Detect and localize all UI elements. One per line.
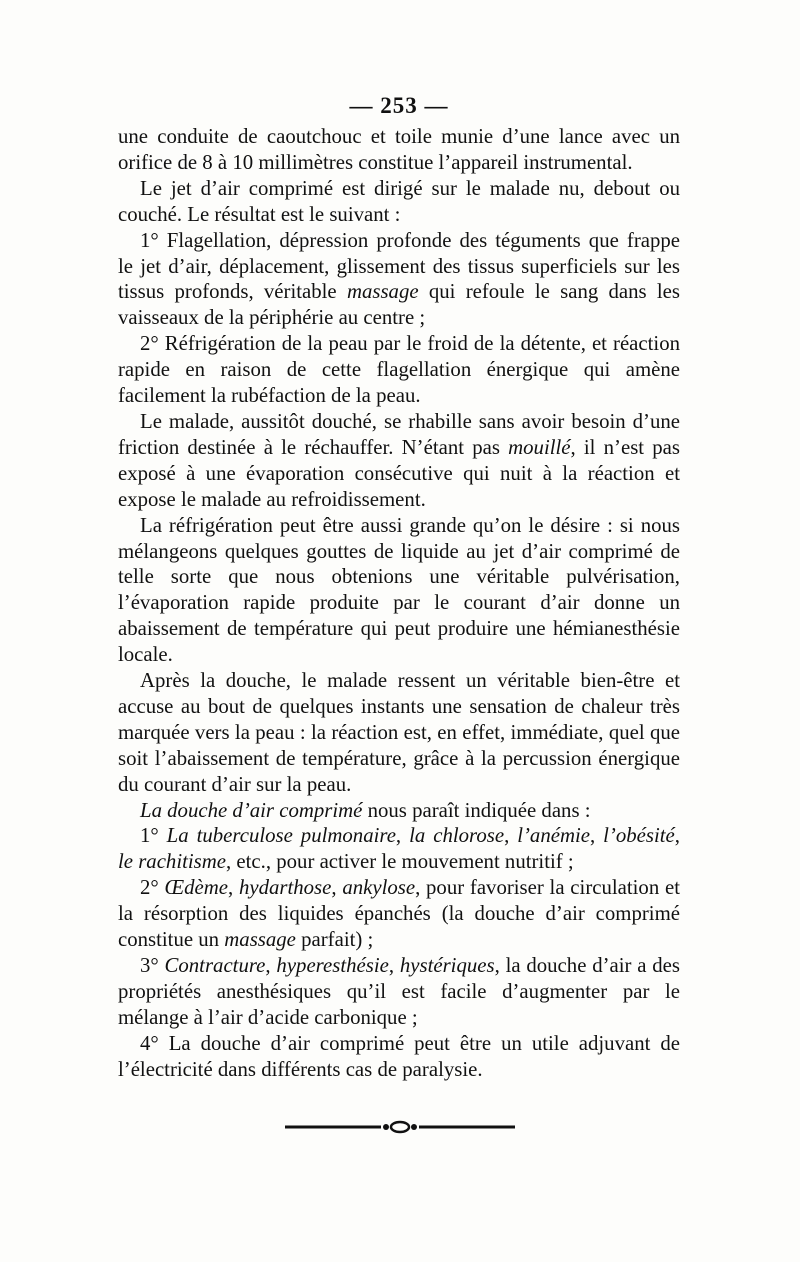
paragraph-p1 bbox=[118, 124, 680, 176]
italic-text: ankylose bbox=[342, 876, 416, 900]
italic-text: massage bbox=[224, 928, 296, 952]
text-segment: , bbox=[504, 824, 518, 848]
paragraph-p6 bbox=[118, 513, 680, 668]
ornamental-rule bbox=[285, 1120, 515, 1134]
text-segment: Le jet d’air comprimé est dirigé sur le malade nu, debout ou couché. Le résultat est le suivant : bbox=[118, 176, 680, 226]
paragraph-p11 bbox=[118, 953, 680, 1031]
italic-text: hystériques bbox=[399, 954, 495, 977]
paragraph-p10 bbox=[118, 875, 680, 953]
italic-text: La tuberculose pulmonaire bbox=[166, 824, 396, 848]
italic-text: La douche d’air comprimé bbox=[140, 798, 363, 822]
text-segment: , etc., pour activer le mouvement nutritif ; bbox=[226, 850, 574, 874]
text-segment: parfait) ; bbox=[295, 928, 374, 952]
body-text bbox=[118, 124, 680, 1083]
page-number: — 253 — bbox=[349, 93, 449, 118]
paragraph-p4 bbox=[118, 331, 680, 409]
paragraph-p9 bbox=[118, 823, 680, 875]
text-segment: , bbox=[331, 876, 343, 900]
text-segment: , bbox=[388, 954, 400, 977]
text-segment: 2° bbox=[140, 876, 165, 900]
text-segment: qui refoule le sang dans les vaisseaux de la périphérie au centre ; bbox=[118, 280, 681, 330]
paragraph-p5 bbox=[118, 409, 680, 513]
text-segment: 4° La douche d’air comprimé peut être un utile adjuvant de l’électricité dans différents cas de paralysie. bbox=[118, 1031, 680, 1081]
text-segment: Le malade, aussitôt douché, se rhabille sans avoir besoin d’une friction destinée à le réchauffer. N’étant pas bbox=[118, 409, 680, 459]
italic-text: massage bbox=[346, 280, 419, 304]
text-segment: une conduite de caoutchouc et toile munie d’une lance avec un orifice de 8 à 10 millimètres constitue l’appareil instrumental. bbox=[118, 125, 680, 174]
italic-text: Œdème bbox=[164, 876, 228, 900]
text-segment: 2° Réfrigération de la peau par le froid de la détente, et réaction rapide en raison de cette flagellation énergique qui amène facilement la rubéfaction de la peau. bbox=[118, 332, 680, 408]
text-segment: , bbox=[674, 824, 680, 848]
italic-text: l’anémie bbox=[517, 824, 590, 848]
paragraph-p12 bbox=[118, 1031, 680, 1083]
italic-text: l’obésité bbox=[603, 824, 675, 848]
text-segment: , pour favoriser la circulation et la résorption des liquides épanchés (la douche d’air comprimé constitue un bbox=[118, 876, 680, 952]
paragraph-p7 bbox=[118, 668, 680, 798]
text-segment: , la douche d’air a des propriétés anesthésiques qu’il est facile d’augmenter par le mélange à l’air d’acide carbonique ; bbox=[118, 954, 680, 1029]
page-text-block bbox=[118, 92, 680, 1083]
italic-text: la chlorose bbox=[409, 824, 505, 848]
text-segment: , bbox=[265, 954, 277, 977]
paragraph-p8 bbox=[118, 798, 680, 824]
text-segment: nous paraît indiquée dans : bbox=[362, 798, 591, 822]
paragraph-p2 bbox=[118, 176, 680, 228]
text-segment: Après la douche, le malade ressent un véritable bien-être et accuse au bout de quelques instants une sensation de chaleur très marquée vers la peau : la réaction est, en effet, immédiate, quel que soit l’abaissement de température, grâce à la percussion énergique du courant d’air sur la peau. bbox=[118, 669, 680, 796]
text-segment: , bbox=[227, 876, 239, 900]
italic-text: hydarthose bbox=[238, 876, 332, 900]
italic-text: mouillé bbox=[508, 435, 571, 459]
text-segment: 1° Flagellation, dépression profonde des téguments que frappe le jet d’air, déplacement, glissement des tissus superficiels sur les tissus profonds, véritable bbox=[118, 228, 680, 304]
text-segment: 1° bbox=[140, 824, 167, 848]
text-segment: , il n’est pas exposé à une évaporation consécutive qui nuit à la réaction et expose le malade au refroidissement. bbox=[118, 435, 680, 511]
italic-text: Contracture bbox=[164, 954, 266, 977]
text-segment: 3° bbox=[140, 954, 165, 977]
text-segment: La réfrigération peut être aussi grande qu’on le désire : si nous mélangeons quelques gouttes de liquide au jet d’air comprimé de telle sorte que nous obtenions une véritable pulvérisation, l’évaporation rapide produite par le courant d’air donne un abaissement de température qui peut produire une hémianesthésie locale. bbox=[118, 513, 680, 667]
paragraph-p3 bbox=[118, 228, 680, 332]
italic-text: le rachitisme bbox=[118, 850, 227, 874]
text-segment: , bbox=[395, 824, 410, 848]
text-segment: , bbox=[589, 824, 604, 848]
italic-text: hyperesthésie bbox=[276, 954, 389, 977]
